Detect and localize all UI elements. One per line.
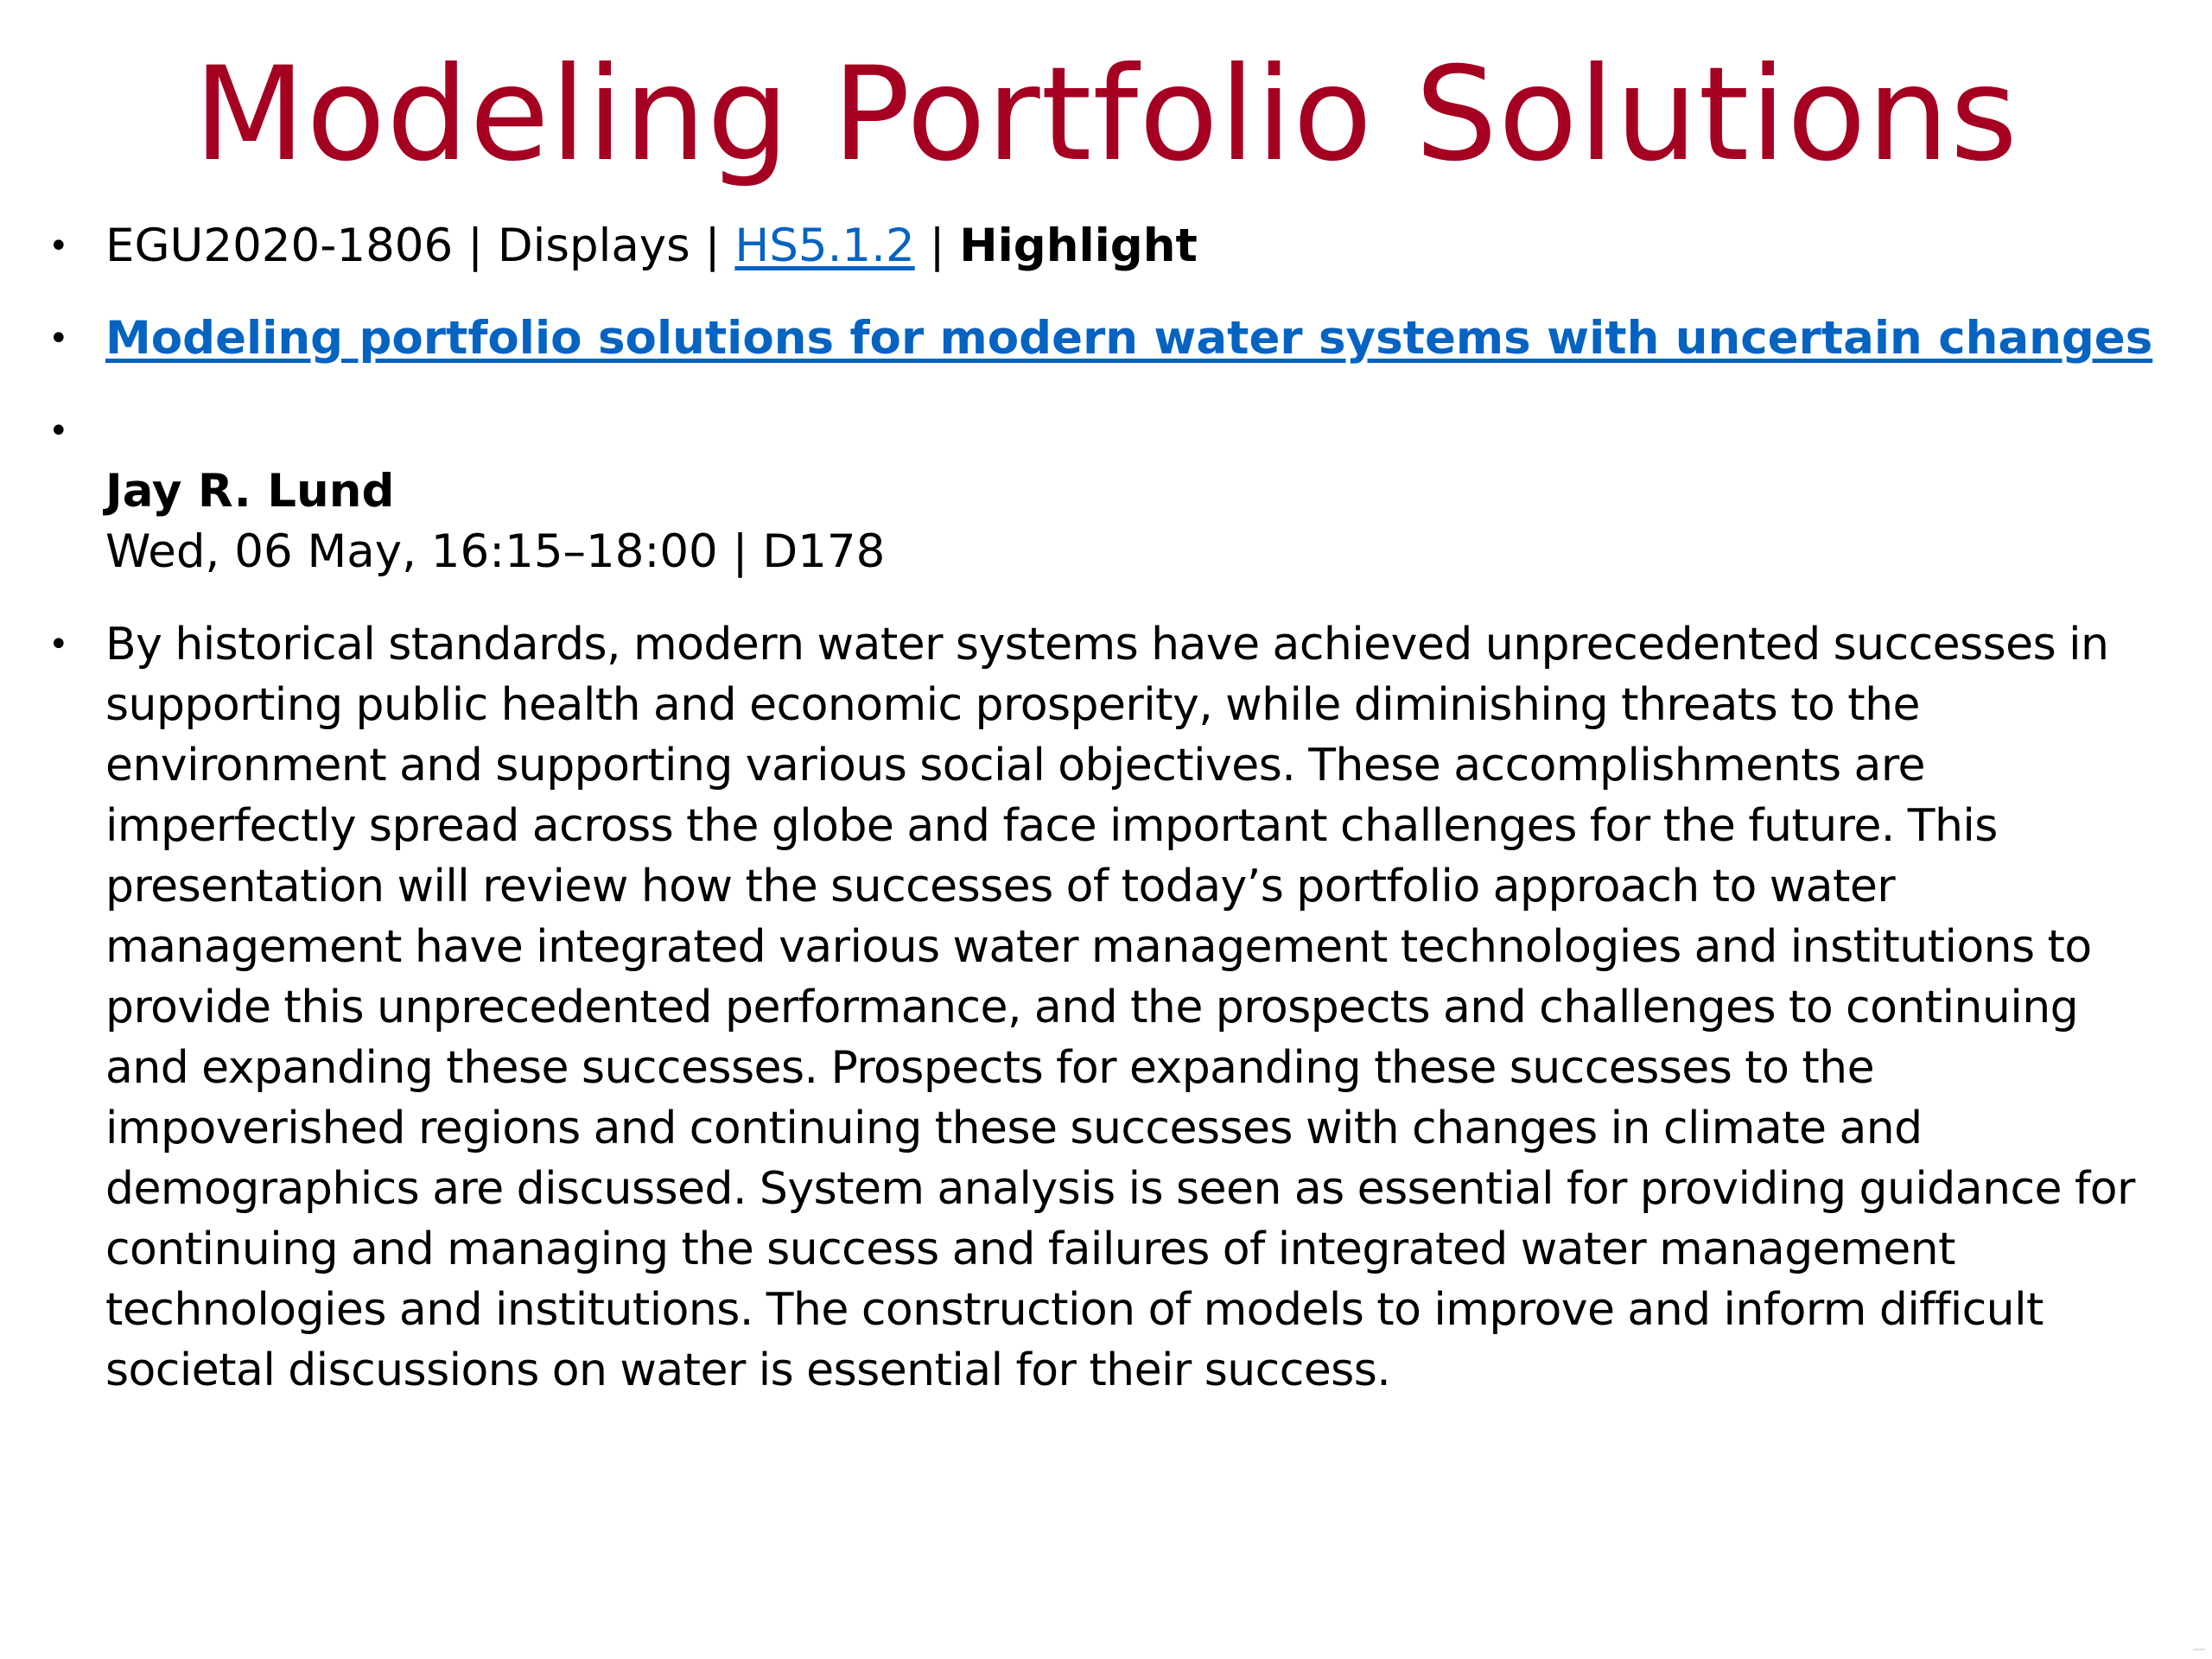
abstract-line: and expanding these successes. Prospects for expanding these successes to the [105,1042,1875,1094]
abstract-line: imperfectly spread across the globe and face important challenges for the future. This [105,800,1998,852]
meta-bullet [45,216,2179,276]
separator: | [690,219,735,272]
presentation-format: Displays [497,219,690,272]
abstract-line: impoverished regions and continuing these successes with changes in climate and [105,1103,1923,1154]
bullet-dot-icon: • [48,319,69,359]
abstract-line: By historical standards, modern water systems have achieved unprecedented successes in [105,619,2109,671]
paper-title-link[interactable]: Modeling portfolio solutions for modern water systems with uncertain changes [105,312,2153,365]
abstract-line: societal discussions on water is essential for their success. [105,1344,1391,1396]
abstract-line: management have integrated various water management technologies and institutions to [105,921,2092,973]
blank-line [105,401,2179,461]
abstract-bullet [45,614,2179,1401]
abstract-line: environment and supporting various social objectives. These accomplishments are [105,740,1925,791]
highlight-tag: Highlight [959,219,1198,272]
corner-mark [2193,1649,2205,1650]
author-name: Jay R. Lund [105,465,395,518]
abstract-line: presentation will review how the successes of today’s portfolio approach to water [105,861,1896,912]
separator: | [453,219,498,272]
abstract-line: technologies and institutions. The construction of models to improve and inform difficult [105,1284,2044,1336]
paper-title-bullet [45,308,2179,369]
bullet-dot-icon: • [48,226,69,266]
abstract-id: EGU2020-1806 [105,219,454,272]
bullet-dot-icon: • [48,625,69,664]
abstract-text [105,614,2179,1401]
slide-title: Modeling Portfolio Solutions [194,40,2018,190]
author-bullet [45,401,2179,582]
bullet-list [45,216,2179,1401]
session-schedule: Wed, 06 May, 16:15–18:00 | D178 [105,525,886,578]
abstract-line: continuing and managing the success and failures of integrated water management [105,1224,1955,1275]
bullet-dot-icon: • [48,411,69,451]
abstract-line: provide this unprecedented performance, and the prospects and challenges to continuing [105,982,2079,1033]
abstract-line: demographics are discussed. System analysis is seen as essential for providing guidance for [105,1163,2135,1215]
separator: | [914,219,960,272]
abstract-line: supporting public health and economic prosperity, while diminishing threats to the [105,679,1920,731]
session-link[interactable]: HS5.1.2 [734,219,915,272]
